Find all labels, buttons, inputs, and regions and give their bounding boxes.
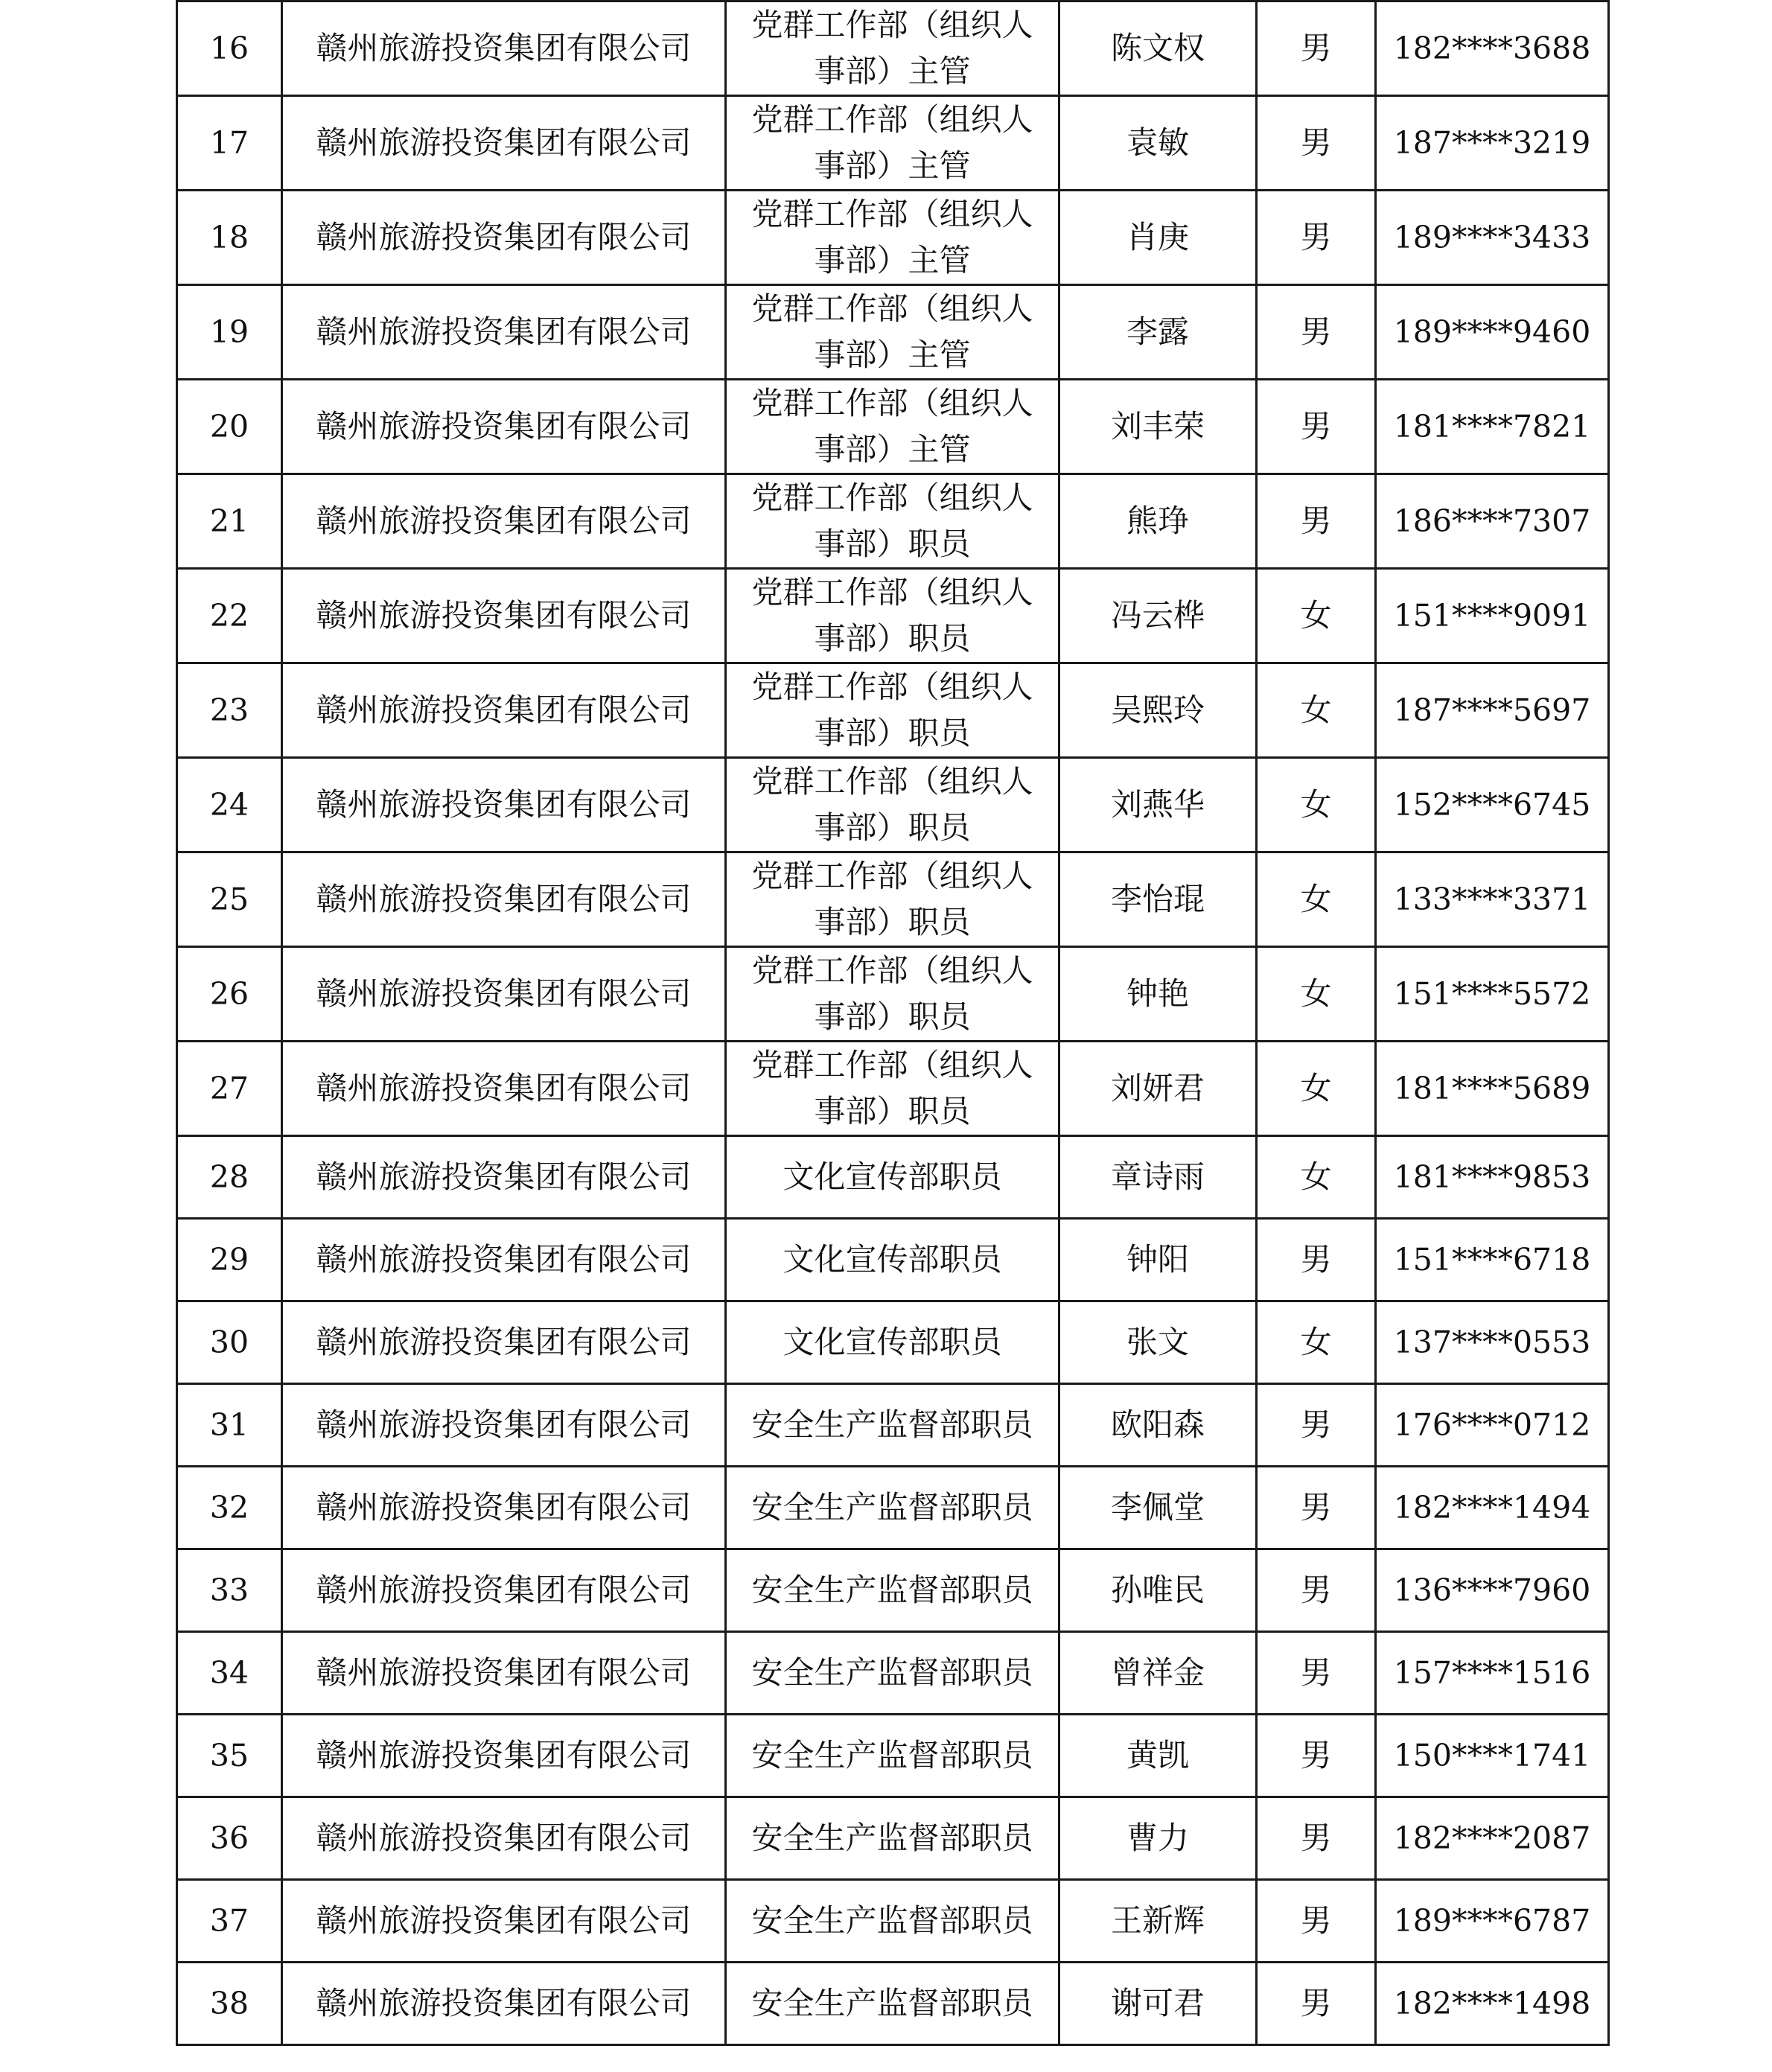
department-position-cell: 党群工作部（组织人事部）职员 [726,758,1059,852]
person-name-cell: 袁敏 [1059,96,1257,191]
department-position-cell: 党群工作部（组织人事部）职员 [726,852,1059,947]
department-position-cell: 文化宣传部职员 [726,1136,1059,1219]
phone-cell: 133****3371 [1376,852,1609,947]
table-row [177,380,1609,474]
table-row [177,947,1609,1042]
department-position-cell: 党群工作部（组织人事部）主管 [726,1,1059,96]
company-cell: 赣州旅游投资集团有限公司 [282,1880,726,1963]
table-row [177,1632,1609,1715]
row-number-cell: 29 [177,1219,282,1301]
phone-cell: 182****1494 [1376,1467,1609,1549]
row-number-cell: 22 [177,569,282,663]
gender-cell: 男 [1257,96,1376,191]
company-cell: 赣州旅游投资集团有限公司 [282,1301,726,1384]
company-cell: 赣州旅游投资集团有限公司 [282,1042,726,1136]
table-row [177,569,1609,663]
department-position-cell: 安全生产监督部职员 [726,1963,1059,2045]
department-position-cell: 党群工作部（组织人事部）职员 [726,569,1059,663]
row-number-cell: 36 [177,1797,282,1880]
table-row [177,1136,1609,1219]
table-row [177,285,1609,380]
person-name-cell: 王新辉 [1059,1880,1257,1963]
department-position-cell: 党群工作部（组织人事部）职员 [726,663,1059,758]
person-name-cell: 刘妍君 [1059,1042,1257,1136]
department-position-cell: 党群工作部（组织人事部）职员 [726,1042,1059,1136]
table-row [177,1797,1609,1880]
company-cell: 赣州旅游投资集团有限公司 [282,1715,726,1797]
company-cell: 赣州旅游投资集团有限公司 [282,474,726,569]
department-position-cell: 安全生产监督部职员 [726,1797,1059,1880]
row-number-cell: 23 [177,663,282,758]
table-row [177,1963,1609,2045]
phone-cell: 186****7307 [1376,474,1609,569]
table-row [177,1467,1609,1549]
company-cell: 赣州旅游投资集团有限公司 [282,1963,726,2045]
person-name-cell: 刘燕华 [1059,758,1257,852]
table-row [177,191,1609,285]
person-name-cell: 李露 [1059,285,1257,380]
staff-table-body [177,1,1609,2045]
department-position-cell: 安全生产监督部职员 [726,1384,1059,1467]
table-row [177,1301,1609,1384]
company-cell: 赣州旅游投资集团有限公司 [282,758,726,852]
company-cell: 赣州旅游投资集团有限公司 [282,191,726,285]
person-name-cell: 李怡琨 [1059,852,1257,947]
row-number-cell: 21 [177,474,282,569]
person-name-cell: 陈文权 [1059,1,1257,96]
phone-cell: 137****0553 [1376,1301,1609,1384]
person-name-cell: 张文 [1059,1301,1257,1384]
gender-cell: 男 [1257,1549,1376,1632]
gender-cell: 男 [1257,1,1376,96]
staff-table [176,0,1610,2046]
person-name-cell: 谢可君 [1059,1963,1257,2045]
company-cell: 赣州旅游投资集团有限公司 [282,663,726,758]
person-name-cell: 冯云桦 [1059,569,1257,663]
table-row [177,474,1609,569]
company-cell: 赣州旅游投资集团有限公司 [282,569,726,663]
gender-cell: 女 [1257,663,1376,758]
row-number-cell: 20 [177,380,282,474]
phone-cell: 151****9091 [1376,569,1609,663]
row-number-cell: 31 [177,1384,282,1467]
phone-cell: 182****2087 [1376,1797,1609,1880]
person-name-cell: 肖庚 [1059,191,1257,285]
department-position-cell: 安全生产监督部职员 [726,1467,1059,1549]
department-position-cell: 党群工作部（组织人事部）主管 [726,285,1059,380]
table-row [177,1042,1609,1136]
phone-cell: 181****9853 [1376,1136,1609,1219]
phone-cell: 189****6787 [1376,1880,1609,1963]
table-row [177,1384,1609,1467]
row-number-cell: 16 [177,1,282,96]
row-number-cell: 37 [177,1880,282,1963]
row-number-cell: 27 [177,1042,282,1136]
phone-cell: 182****1498 [1376,1963,1609,2045]
gender-cell: 男 [1257,191,1376,285]
gender-cell: 女 [1257,947,1376,1042]
table-row [177,1880,1609,1963]
department-position-cell: 安全生产监督部职员 [726,1549,1059,1632]
company-cell: 赣州旅游投资集团有限公司 [282,947,726,1042]
gender-cell: 男 [1257,1715,1376,1797]
department-position-cell: 党群工作部（组织人事部）主管 [726,96,1059,191]
gender-cell: 女 [1257,1301,1376,1384]
company-cell: 赣州旅游投资集团有限公司 [282,380,726,474]
department-position-cell: 党群工作部（组织人事部）主管 [726,380,1059,474]
row-number-cell: 25 [177,852,282,947]
person-name-cell: 李佩堂 [1059,1467,1257,1549]
person-name-cell: 刘丰荣 [1059,380,1257,474]
gender-cell: 男 [1257,1384,1376,1467]
row-number-cell: 34 [177,1632,282,1715]
company-cell: 赣州旅游投资集团有限公司 [282,1219,726,1301]
company-cell: 赣州旅游投资集团有限公司 [282,285,726,380]
table-row [177,1549,1609,1632]
gender-cell: 女 [1257,852,1376,947]
row-number-cell: 38 [177,1963,282,2045]
phone-cell: 187****3219 [1376,96,1609,191]
phone-cell: 189****9460 [1376,285,1609,380]
phone-cell: 151****6718 [1376,1219,1609,1301]
department-position-cell: 安全生产监督部职员 [726,1715,1059,1797]
gender-cell: 女 [1257,569,1376,663]
phone-cell: 136****7960 [1376,1549,1609,1632]
company-cell: 赣州旅游投资集团有限公司 [282,1136,726,1219]
department-position-cell: 党群工作部（组织人事部）职员 [726,947,1059,1042]
row-number-cell: 33 [177,1549,282,1632]
gender-cell: 男 [1257,380,1376,474]
table-row [177,96,1609,191]
department-position-cell: 文化宣传部职员 [726,1301,1059,1384]
department-position-cell: 安全生产监督部职员 [726,1880,1059,1963]
company-cell: 赣州旅游投资集团有限公司 [282,1549,726,1632]
gender-cell: 男 [1257,1467,1376,1549]
table-row [177,758,1609,852]
person-name-cell: 钟艳 [1059,947,1257,1042]
gender-cell: 女 [1257,1136,1376,1219]
department-position-cell: 党群工作部（组织人事部）职员 [726,474,1059,569]
row-number-cell: 18 [177,191,282,285]
gender-cell: 男 [1257,1963,1376,2045]
person-name-cell: 黄凯 [1059,1715,1257,1797]
phone-cell: 152****6745 [1376,758,1609,852]
gender-cell: 女 [1257,1042,1376,1136]
company-cell: 赣州旅游投资集团有限公司 [282,1,726,96]
row-number-cell: 30 [177,1301,282,1384]
department-position-cell: 文化宣传部职员 [726,1219,1059,1301]
phone-cell: 176****0712 [1376,1384,1609,1467]
person-name-cell: 曹力 [1059,1797,1257,1880]
person-name-cell: 孙唯民 [1059,1549,1257,1632]
row-number-cell: 26 [177,947,282,1042]
department-position-cell: 安全生产监督部职员 [726,1632,1059,1715]
table-row [177,663,1609,758]
row-number-cell: 17 [177,96,282,191]
phone-cell: 151****5572 [1376,947,1609,1042]
phone-cell: 187****5697 [1376,663,1609,758]
company-cell: 赣州旅游投资集团有限公司 [282,1797,726,1880]
row-number-cell: 28 [177,1136,282,1219]
row-number-cell: 35 [177,1715,282,1797]
company-cell: 赣州旅游投资集团有限公司 [282,1632,726,1715]
gender-cell: 女 [1257,758,1376,852]
gender-cell: 男 [1257,1219,1376,1301]
gender-cell: 男 [1257,474,1376,569]
person-name-cell: 欧阳森 [1059,1384,1257,1467]
gender-cell: 男 [1257,1797,1376,1880]
company-cell: 赣州旅游投资集团有限公司 [282,96,726,191]
phone-cell: 181****7821 [1376,380,1609,474]
table-row [177,1715,1609,1797]
person-name-cell: 吴熙玲 [1059,663,1257,758]
phone-cell: 150****1741 [1376,1715,1609,1797]
row-number-cell: 24 [177,758,282,852]
person-name-cell: 章诗雨 [1059,1136,1257,1219]
table-row [177,852,1609,947]
row-number-cell: 32 [177,1467,282,1549]
phone-cell: 181****5689 [1376,1042,1609,1136]
person-name-cell: 曾祥金 [1059,1632,1257,1715]
company-cell: 赣州旅游投资集团有限公司 [282,1384,726,1467]
company-cell: 赣州旅游投资集团有限公司 [282,1467,726,1549]
phone-cell: 189****3433 [1376,191,1609,285]
table-row [177,1219,1609,1301]
row-number-cell: 19 [177,285,282,380]
phone-cell: 182****3688 [1376,1,1609,96]
company-cell: 赣州旅游投资集团有限公司 [282,852,726,947]
person-name-cell: 熊琤 [1059,474,1257,569]
person-name-cell: 钟阳 [1059,1219,1257,1301]
gender-cell: 男 [1257,1632,1376,1715]
gender-cell: 男 [1257,1880,1376,1963]
department-position-cell: 党群工作部（组织人事部）主管 [726,191,1059,285]
gender-cell: 男 [1257,285,1376,380]
table-row [177,1,1609,96]
phone-cell: 157****1516 [1376,1632,1609,1715]
